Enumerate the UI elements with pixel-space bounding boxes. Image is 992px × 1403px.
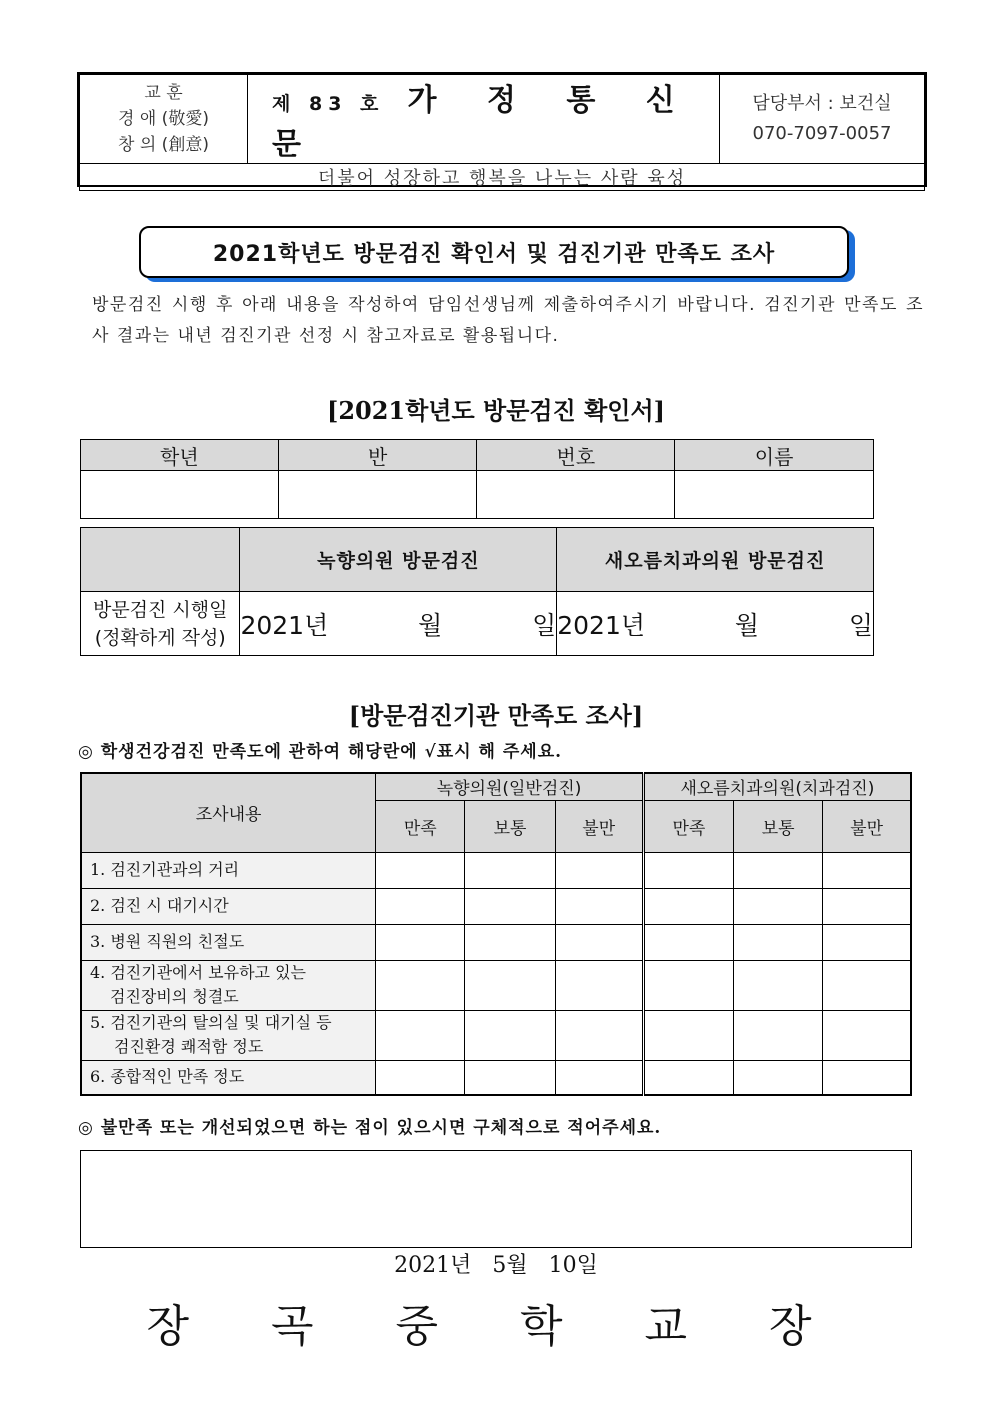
number-field[interactable] — [477, 471, 675, 519]
check-cell[interactable] — [465, 960, 555, 1010]
check-cell[interactable] — [643, 1060, 733, 1095]
check-cell[interactable] — [465, 852, 555, 888]
rating-neutral-2: 보통 — [734, 800, 823, 852]
survey-item-2 — [81, 888, 376, 924]
rating-satisfied-2: 만족 — [643, 800, 733, 852]
exam-date-label-1: 방문검진 시행일 — [92, 598, 228, 621]
satisfaction-table — [80, 772, 912, 1096]
issue-number: 제 83 호 — [272, 93, 385, 115]
survey-item-text: 5. 검진기관의 탈의실 및 대기실 등 — [90, 1013, 332, 1032]
check-cell[interactable] — [555, 924, 643, 960]
header-clinic-dental: 새오름치과의원(치과검진) — [643, 773, 911, 800]
check-cell[interactable] — [465, 888, 555, 924]
survey-item-6 — [81, 1060, 376, 1095]
header-clinic-1: 녹향의원 방문검진 — [240, 528, 557, 592]
check-cell[interactable] — [643, 852, 733, 888]
confirmation-title: [2021학년도 방문검진 확인서] — [326, 396, 666, 425]
check-cell[interactable] — [376, 924, 465, 960]
survey-row — [81, 1010, 911, 1060]
check-cell[interactable] — [376, 960, 465, 1010]
exam-date-label — [81, 592, 240, 656]
header-name: 이름 — [675, 440, 874, 471]
motto-title: 교 훈 — [144, 83, 183, 103]
header-clinic-general: 녹향의원(일반검진) — [376, 773, 644, 800]
check-cell[interactable] — [823, 1010, 911, 1060]
document-title: 2021학년도 방문검진 확인서 및 검진기관 만족도 조사 — [139, 226, 849, 278]
check-cell[interactable] — [734, 924, 823, 960]
exam-date-table — [80, 527, 874, 656]
check-cell[interactable] — [823, 888, 911, 924]
check-cell[interactable] — [734, 852, 823, 888]
check-cell[interactable] — [376, 1060, 465, 1095]
survey-row — [81, 924, 911, 960]
header-class: 반 — [278, 440, 477, 471]
exam-date-label-2: (정확하게 작성) — [94, 626, 226, 649]
header-number: 번호 — [477, 440, 675, 471]
corner-cell — [81, 528, 240, 592]
survey-item-text: 2. 검진 시 대기시간 — [90, 896, 229, 915]
survey-row — [81, 852, 911, 888]
survey-row — [81, 888, 911, 924]
name-field[interactable] — [675, 471, 874, 519]
survey-instruction: ◎ 학생건강검진 만족도에 관하여 해당란에 √표시 해 주세요. — [78, 742, 563, 762]
check-cell[interactable] — [643, 960, 733, 1010]
improvement-prompt: ◎ 불만족 또는 개선되었으면 하는 점이 있으시면 구체적으로 적어주세요. — [78, 1118, 662, 1138]
grade-field[interactable] — [81, 471, 279, 519]
department-info — [720, 75, 925, 164]
survey-item-text-cont: 검진환경 쾌적함 정도 — [114, 1037, 264, 1056]
survey-item-text: 3. 병원 직원의 친절도 — [90, 932, 245, 951]
check-cell[interactable] — [823, 960, 911, 1010]
check-cell[interactable] — [734, 1010, 823, 1060]
rating-dissatisfied-1: 불만 — [555, 800, 643, 852]
principal-signature: 장 곡 중 학 교 장 — [146, 1301, 846, 1352]
survey-item-text: 6. 종합적인 만족 정도 — [90, 1067, 245, 1087]
improvement-comment-box[interactable] — [80, 1150, 912, 1248]
check-cell[interactable] — [823, 1060, 911, 1095]
intro-text: 방문검진 시행 후 아래 내용을 작성하여 담임선생님께 제출하여주시기 바랍니다. 검진기관 만족도 조사 결과는 내년 검진기관 선정 시 참고자료로 활용됩니다. — [92, 295, 924, 346]
class-field[interactable] — [278, 471, 477, 519]
survey-item-text: 4. 검진기관에서 보유하고 있는 — [90, 963, 306, 982]
clinic-1-date-field[interactable]: 2021년 월 일 — [240, 592, 557, 656]
survey-item-1 — [81, 852, 376, 888]
clinic-2-date-field[interactable]: 2021년 월 일 — [557, 592, 874, 656]
check-cell[interactable] — [555, 960, 643, 1010]
survey-item-text-cont: 검진장비의 청결도 — [110, 987, 239, 1006]
header-grade: 학년 — [81, 440, 279, 471]
rating-satisfied-1: 만족 — [376, 800, 465, 852]
check-cell[interactable] — [555, 1060, 643, 1095]
check-cell[interactable] — [376, 1010, 465, 1060]
check-cell[interactable] — [376, 852, 465, 888]
rating-neutral-1: 보통 — [465, 800, 555, 852]
check-cell[interactable] — [643, 1010, 733, 1060]
school-slogan: 더불어 성장하고 행복을 나누는 사람 육성 — [80, 164, 925, 191]
check-cell[interactable] — [823, 852, 911, 888]
survey-row — [81, 1060, 911, 1095]
check-cell[interactable] — [734, 1060, 823, 1095]
survey-item-5 — [81, 1010, 376, 1060]
newsletter-title: 가 정 통 신 문 — [272, 83, 695, 162]
check-cell[interactable] — [734, 960, 823, 1010]
header-survey-item: 조사내용 — [81, 773, 376, 852]
issue-date: 2021년 5월 10일 — [394, 1253, 598, 1278]
check-cell[interactable] — [555, 888, 643, 924]
department-phone: 070-7097-0057 — [752, 123, 892, 144]
check-cell[interactable] — [643, 924, 733, 960]
check-cell[interactable] — [555, 1010, 643, 1060]
check-cell[interactable] — [823, 924, 911, 960]
survey-title: [방문검진기관 만족도 조사] — [348, 701, 644, 730]
check-cell[interactable] — [734, 888, 823, 924]
student-info-table — [80, 439, 874, 519]
check-cell[interactable] — [465, 1060, 555, 1095]
department-label: 담당부서 : 보건실 — [752, 93, 892, 114]
motto-line-1: 경 애 (敬愛) — [118, 109, 209, 129]
newsletter-title-cell — [248, 75, 720, 164]
check-cell[interactable] — [555, 852, 643, 888]
survey-item-3 — [81, 924, 376, 960]
motto-line-2: 창 의 (創意) — [118, 135, 209, 155]
check-cell[interactable] — [465, 1010, 555, 1060]
newsletter-header — [77, 72, 927, 187]
survey-item-4 — [81, 960, 376, 1010]
school-motto — [80, 75, 248, 164]
survey-item-text: 1. 검진기관과의 거리 — [90, 860, 240, 879]
header-clinic-2: 새오름치과의원 방문검진 — [557, 528, 874, 592]
check-cell[interactable] — [643, 888, 733, 924]
check-cell[interactable] — [465, 924, 555, 960]
check-cell[interactable] — [376, 888, 465, 924]
survey-row — [81, 960, 911, 1010]
rating-dissatisfied-2: 불만 — [823, 800, 911, 852]
